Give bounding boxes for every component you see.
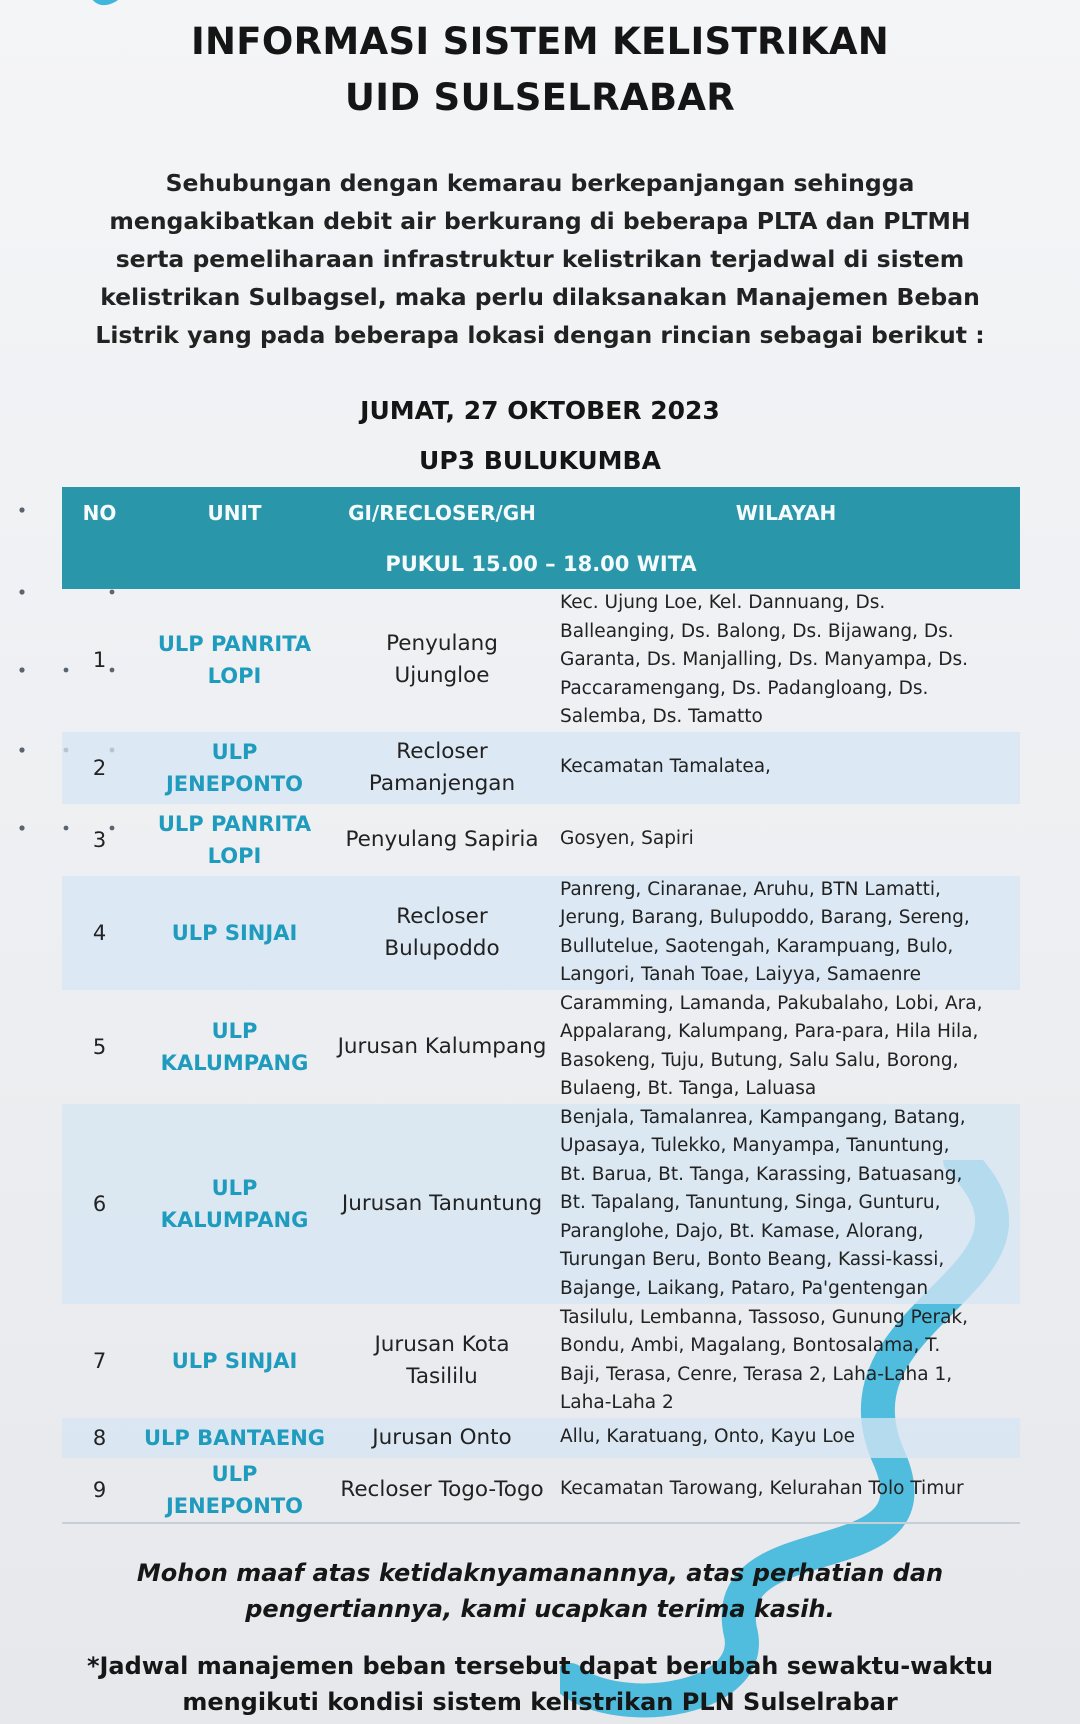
gi-cell <box>332 589 552 732</box>
wilayah-cell-line: Kecamatan Tamalatea, <box>560 756 771 778</box>
unit-cell-line: KALUMPANG <box>160 1207 309 1232</box>
table-row <box>62 589 1020 732</box>
unit-cell-line: ULP SINJAI <box>171 1348 298 1373</box>
gi-cell <box>332 990 552 1104</box>
table-body <box>62 589 1020 1523</box>
header-unit: UNIT <box>137 487 332 539</box>
gi-cell-line: Jurusan Kalumpang <box>337 1033 547 1059</box>
wilayah-cell-line: Bajange, Laikang, Pataro, Pa'gentengan <box>560 1277 929 1299</box>
unit-cell <box>137 990 332 1104</box>
schedule-region: UP3 BULUKUMBA <box>419 446 661 475</box>
wilayah-cell-line: Turungan Beru, Bonto Beang, Kassi-kassi, <box>560 1249 945 1271</box>
row-number: 3 <box>92 827 107 852</box>
row-number: 6 <box>62 1104 137 1304</box>
wilayah-cell-line: Gosyen, Sapiri <box>560 828 694 850</box>
wilayah-cell-line: Balleanging, Ds. Balong, Ds. Bijawang, Ds. <box>560 620 954 642</box>
gi-cell-line: Pamanjengan <box>368 770 516 796</box>
table-row <box>62 990 1020 1104</box>
unit-cell <box>137 589 332 732</box>
row-number: 2 <box>62 732 137 804</box>
gi-cell-line: Recloser Togo-Togo <box>340 1476 544 1502</box>
unit-cell <box>137 732 332 804</box>
wilayah-cell-line: Benjala, Tamalanrea, Kampangang, Batang, <box>560 1106 966 1128</box>
wilayah-cell-line: Garanta, Ds. Manjalling, Ds. Manyampa, Ds. <box>560 649 969 670</box>
intro-paragraph <box>90 164 990 354</box>
wilayah-cell-line: Caramming, Lamanda, Pakubalaho, Lobi, Ara, <box>560 992 983 1014</box>
wilayah-cell <box>552 876 1020 990</box>
gi-cell-line: Penyulang Sapiria <box>345 826 539 852</box>
table-row <box>62 1104 1020 1304</box>
wilayah-cell-line: Salemba, Ds. Tamatto <box>560 706 763 727</box>
table-row <box>62 1418 1020 1458</box>
unit-cell <box>137 804 332 876</box>
unit-cell <box>137 1104 332 1304</box>
gi-cell <box>332 1458 552 1523</box>
intro-line: kelistrikan Sulbagsel, maka perlu dilaksanakan Manajemen Beban <box>100 283 980 311</box>
unit-cell-line: ULP SINJAI <box>171 920 298 945</box>
table-row <box>62 876 1020 990</box>
gi-cell-line: Penyulang Ujungloe <box>386 631 498 689</box>
wilayah-cell <box>552 1458 1020 1523</box>
wilayah-cell-line: Bt. Tapalang, Tanuntung, Singa, Gunturu, <box>560 1192 941 1214</box>
row-number: 9 <box>62 1458 137 1523</box>
table-row <box>62 1304 1020 1418</box>
wilayah-cell-line: Bullutelue, Saotengah, Karampuang, Bulo, <box>560 935 954 957</box>
wilayah-cell <box>552 804 1020 876</box>
footnote <box>0 1648 1080 1720</box>
schedule-date: JUMAT, 27 OKTOBER 2023 <box>360 396 720 425</box>
unit-cell <box>137 1304 332 1418</box>
unit-cell-line: ULP <box>211 1175 258 1200</box>
header-no: NO <box>62 487 137 539</box>
unit-cell-line: ULP <box>211 1018 258 1043</box>
wilayah-cell-line: Kecamatan Tarowang, Kelurahan Tolo Timur <box>560 1478 964 1500</box>
wilayah-cell <box>552 1104 1020 1304</box>
gi-cell <box>332 876 552 990</box>
closing-message <box>0 1555 1080 1627</box>
wilayah-cell <box>552 1418 1020 1458</box>
gi-cell-line: Recloser <box>396 738 488 764</box>
unit-cell-line: LOPI <box>207 843 262 868</box>
unit-cell <box>137 876 332 990</box>
title-line: INFORMASI SISTEM KELISTRIKAN <box>190 20 890 63</box>
table-header-row <box>62 487 1020 539</box>
unit-cell-line: LOPI <box>207 664 262 689</box>
intro-line: serta pemeliharaan infrastruktur kelistrikan terjadwal di sistem <box>115 245 965 273</box>
wilayah-cell-line: Allu, Karatuang, Onto, Kayu Loe <box>560 1426 856 1448</box>
wilayah-cell-line: Jerung, Barang, Bulupoddo, Barang, Sereng, <box>560 907 970 928</box>
unit-cell <box>137 1458 332 1523</box>
unit-cell-line: KALUMPANG <box>160 1050 309 1075</box>
wilayah-cell-line: Bulaeng, Bt. Tanga, Laluasa <box>560 1078 817 1099</box>
row-number: 5 <box>92 1034 107 1059</box>
gi-cell <box>332 804 552 876</box>
title-line: UID SULSELRABAR <box>344 76 736 119</box>
unit-cell-line: ULP PANRITA <box>157 632 312 657</box>
intro-line: mengakibatkan debit air berkurang di beberapa PLTA dan PLTMH <box>109 207 971 235</box>
wilayah-cell-line: Bt. Barua, Bt. Tanga, Karassing, Batuasang, <box>560 1163 963 1185</box>
unit-cell-line: ULP JENEPONTO <box>165 1461 304 1518</box>
intro-line: Listrik yang pada beberapa lokasi dengan rincian sebagai berikut : <box>95 321 985 349</box>
wilayah-cell-line: Panreng, Cinaranae, Aruhu, BTN Lamatti, <box>560 878 941 900</box>
wilayah-cell <box>552 732 1020 804</box>
wilayah-cell <box>552 1304 1020 1418</box>
closing-line: Mohon maaf atas ketidaknyamanannya, atas perhatian dan <box>136 1559 944 1587</box>
wilayah-cell-line: Basokeng, Tuju, Butung, Salu Salu, Borong, <box>560 1049 959 1071</box>
unit-cell-line: ULP JENEPONTO <box>165 739 304 796</box>
gi-cell-line: Jurusan Onto <box>372 1424 512 1450</box>
wilayah-cell-line: Upasaya, Tulekko, Manyampa, Tanuntung, <box>560 1135 950 1157</box>
row-number: 8 <box>62 1418 137 1458</box>
session-row <box>62 539 1020 589</box>
gi-cell-line: Jurusan Tanuntung <box>341 1190 543 1216</box>
wilayah-cell-line: Paccaramengang, Ds. Padangloang, Ds. <box>560 677 929 699</box>
wilayah-cell <box>552 589 1020 732</box>
gi-cell <box>332 1304 552 1418</box>
wilayah-cell-line: Tasilulu, Lembanna, Tassoso, Gunung Perak, <box>560 1306 969 1328</box>
gi-cell-line: Jurusan Kota Tasililu <box>374 1331 510 1389</box>
table-row <box>62 804 1020 876</box>
unit-cell <box>137 1418 332 1458</box>
wilayah-cell-line: Kec. Ujung Loe, Kel. Dannuang, Ds. <box>560 592 886 613</box>
wilayah-cell-line: Appalarang, Kalumpang, Para-para, Hila Hila, <box>560 1021 979 1042</box>
wilayah-cell <box>552 990 1020 1104</box>
session-time: PUKUL 15.00 – 18.00 WITA <box>62 539 1020 589</box>
gi-cell <box>332 732 552 804</box>
schedule-table <box>62 487 1020 1524</box>
row-number: 4 <box>62 876 137 990</box>
row-number: 7 <box>92 1348 107 1373</box>
wilayah-cell-line: Langori, Tanah Toae, Laiyya, Samaenre <box>560 964 922 985</box>
table-row <box>62 732 1020 804</box>
footnote-line: mengikuti kondisi sistem kelistrikan PLN Sulselrabar <box>182 1688 898 1716</box>
header-gi: GI/RECLOSER/GH <box>332 487 552 539</box>
gi-cell <box>332 1418 552 1458</box>
wilayah-cell-line: Laha-Laha 2 <box>560 1392 674 1413</box>
intro-line: Sehubungan dengan kemarau berkepanjangan sehingga <box>165 169 915 197</box>
unit-cell-line: ULP PANRITA <box>157 811 312 836</box>
gi-cell <box>332 1104 552 1304</box>
row-number: 1 <box>92 648 107 673</box>
wilayah-cell-line: Bondu, Ambi, Magalang, Bontosalama, T. <box>560 1335 941 1356</box>
closing-line: pengertiannya, kami ucapkan terima kasih. <box>245 1595 835 1623</box>
wilayah-cell-line: Baji, Terasa, Cenre, Terasa 2, Laha-Laha 1, <box>560 1363 953 1385</box>
page-title <box>0 14 1080 126</box>
table-row <box>62 1458 1020 1523</box>
corner-decoration <box>90 0 120 12</box>
unit-cell-line: ULP BANTAENG <box>143 1425 326 1450</box>
footnote-line: *Jadwal manajemen beban tersebut dapat berubah sewaktu-waktu <box>86 1652 994 1680</box>
header-wilayah: WILAYAH <box>552 487 1020 539</box>
wilayah-cell-line: Paranglohe, Dajo, Bt. Kamase, Alorang, <box>560 1220 924 1242</box>
gi-cell-line: Recloser Bulupoddo <box>384 903 500 961</box>
